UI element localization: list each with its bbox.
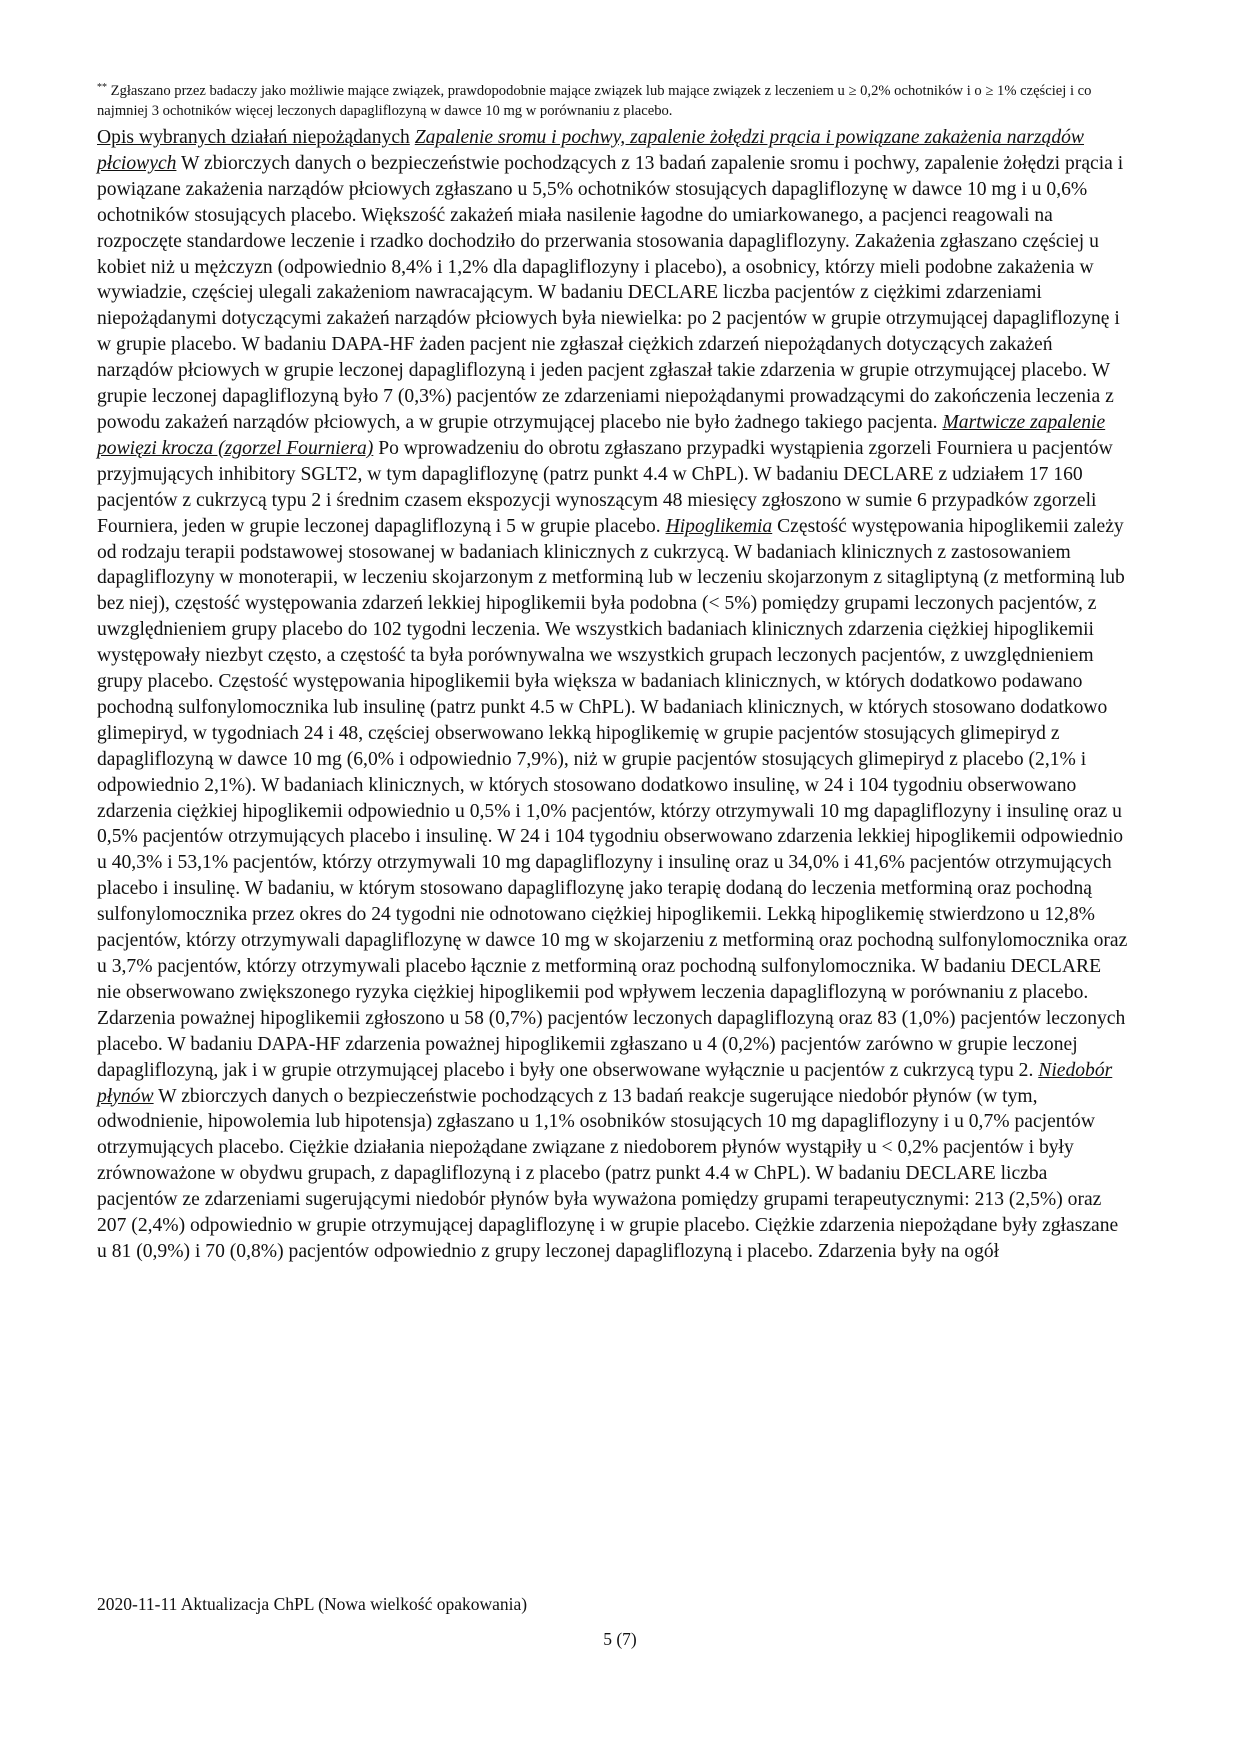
adverse-effects-paragraph bbox=[97, 125, 1129, 1265]
subsection-title-hypoglycemia: Hipoglikemia bbox=[665, 515, 773, 537]
subsection-text-fournier: Po wprowadzeniu do obrotu zgłaszano przypadki wystąpienia zgorzeli Fourniera u pacjentów przyjmujących inhibitory SGLT2, w tym dapagliflozynę (patrz punkt 4.4 w ChPL). W badaniu DECLARE z udziałem 17 160 pacjentów z cukrzycą typu 2 i średnim czasem ekspozycji wynoszącym 48 miesięcy zgłoszono w sumie 6 przypadków zgorzeli Fourniera, jeden w grupie leczonej dapagliflozyną i 5 w grupie placebo. bbox=[97, 437, 1113, 537]
section-heading: Opis wybranych działań niepożądanych bbox=[97, 127, 410, 148]
footnote bbox=[97, 78, 1129, 121]
subsection-title-volume-depletion: Niedobór płynów bbox=[97, 1059, 1113, 1107]
document-page bbox=[97, 78, 1129, 1265]
footnote-text: Zgłaszano przez badaczy jako możliwie mające związek, prawdopodobnie mające związek lub mające związek z leczeniem u ≥ 0,2% ochotników i o ≥ 1% częściej i co najmniej 3 ochotników więcej leczonych dapagliflozyną w dawce 10 mg w porównaniu z placebo. bbox=[97, 83, 1092, 119]
subsection-text-genital-infections: W zbiorczych danych o bezpieczeństwie pochodzących z 13 badań zapalenie sromu i pochwy, zapalenie żołędzi prącia i powiązane zakażenia narządów płciowych zgłaszano u 5,5% ochotników stosujących dapagliflozynę w dawce 10 mg i u 0,6% ochotników stosujących placebo. Większość zakażeń miała nasilenie łagodne do umiarkowanego, a pacjenci reagowali na rozpoczęte standardowe leczenie i rzadko dochodziło do przerwania stosowania dapagliflozyny. Zakażenia zgłaszano częściej u kobiet niż u mężczyzn (odpowiednio 8,4% i 1,2% dla dapagliflozyny i placebo), a osobnicy, którzy mieli podobne zakażenia w wywiadzie, częściej ulegali zakażeniom nawracającym. W badaniu DECLARE liczba pacjentów z ciężkimi zdarzeniami niepożądanymi dotyczącymi zakażeń narządów płciowych była niewielka: po 2 pacjentów w grupie otrzymującej dapagliflozynę i w grupie placebo. W badaniu DAPA-HF żaden pacjent nie zgłaszał ciężkich zdarzeń niepożądanych dotyczących zakażeń narządów płciowych w grupie leczonej dapagliflozyną i jeden pacjent zgłaszał takie zdarzenia w grupie otrzymującej placebo. W grupie leczonej dapagliflozyną było 7 (0,3%) pacjentów ze zdarzeniami niepożądanymi prowadzącymi do zakończenia leczenia z powodu zakażeń narządów płciowych, a w grupie otrzymującej placebo nie było żadnego takiego pacjenta. bbox=[97, 152, 1124, 433]
subsection-title-fournier: Martwicze zapalenie powięzi krocza (zgorzel Fourniera) bbox=[97, 411, 1106, 459]
subsection-title-genital-infections: Zapalenie sromu i pochwy, zapalenie żołędzi prącia i powiązane zakażenia narządów płciowych bbox=[97, 127, 1084, 174]
page-number: 5 (7) bbox=[603, 1629, 637, 1649]
footer-update-line: 2020-11-11 Aktualizacja ChPL (Nowa wielkość opakowania) bbox=[97, 1594, 528, 1614]
footnote-marker: ** bbox=[97, 82, 107, 93]
subsection-text-volume-depletion: W zbiorczych danych o bezpieczeństwie pochodzących z 13 badań reakcje sugerujące niedobór płynów (w tym, odwodnienie, hipowolemia lub hipotensja) zgłaszano u 1,1% osobników stosujących 10 mg dapagliflozyny i u 0,7% pacjentów otrzymujących placebo. Ciężkie działania niepożądane związane z niedoborem płynów wystąpiły u < 0,2% pacjentów i były zrównoważone w obydwu grupach, z dapagliflozyną i z placebo (patrz punkt 4.4 w ChPL). W badaniu DECLARE liczba pacjentów ze zdarzeniami sugerującymi niedobór płynów była wyważona pomiędzy grupami terapeutycznymi: 213 (2,5%) oraz 207 (2,4%) odpowiednio w grupie otrzymującej dapagliflozynę i w grupie placebo. Ciężkie zdarzenia niepożądane były zgłaszane u 81 (0,9%) i 70 (0,8%) pacjentów odpowiednio z grupy leczonej dapagliflozyną i placebo. Zdarzenia były na ogół bbox=[97, 1085, 1119, 1262]
subsection-text-hypoglycemia: Częstość występowania hipoglikemii zależy od rodzaju terapii podstawowej stosowanej w badaniach klinicznych z cukrzycą. W badaniach klinicznych z zastosowaniem dapagliflozyny w monoterapii, w leczeniu skojarzonym z metforminą lub w leczeniu skojarzonym z sitagliptyną (z metforminą lub bez niej), częstość występowania zdarzeń lekkiej hipoglikemii była podobna (< 5%) pomiędzy grupami leczonych pacjentów, z uwzględnieniem grupy placebo do 102 tygodni leczenia. We wszystkich badaniach klinicznych zdarzenia ciężkiej hipoglikemii występowały niezbyt często, a częstość ta była porównywalna we wszystkich grupach leczonych pacjentów, z uwzględnieniem grupy placebo. Częstość występowania hipoglikemii była większa w badaniach klinicznych, w których dodatkowo podawano pochodną sulfonylomocznika lub insulinę (patrz punkt 4.5 w ChPL). W badaniach klinicznych, w których stosowano dodatkowo glimepiryd, w tygodniach 24 i 48, częściej obserwowano lekką hipoglikemię w grupie pacjentów stosujących glimepiryd z dapagliflozyną w dawce 10 mg (6,0% i odpowiednio 7,9%), niż w grupie pacjentów stosujących glimepiryd z placebo (2,1% i odpowiednio 2,1%). W badaniach klinicznych, w których stosowano dodatkowo insulinę, w 24 i 104 tygodniu obserwowano zdarzenia ciężkiej hipoglikemii odpowiednio u 0,5% i 1,0% pacjentów, którzy otrzymywali 10 mg dapagliflozyny i insulinę oraz u 0,5% pacjentów otrzymujących placebo i insulinę. W 24 i 104 tygodniu obserwowano zdarzenia lekkiej hipoglikemii odpowiednio u 40,3% i 53,1% pacjentów, którzy otrzymywali 10 mg dapagliflozyny i insulinę oraz u 34,0% i 41,6% pacjentów otrzymujących placebo i insulinę. W badaniu, w którym stosowano dapagliflozynę jako terapię dodaną do leczenia metforminą oraz pochodną sulfonylomocznika przez okres do 24 tygodni nie odnotowano ciężkiej hipoglikemii. Lekką hipoglikemię stwierdzono u 12,8% pacjentów, którzy otrzymywali dapagliflozynę w dawce 10 mg w skojarzeniu z metforminą oraz pochodną sulfonylomocznika oraz u 3,7% pacjentów, którzy otrzymywali placebo łącznie z metforminą oraz pochodną sulfonylomocznika. W badaniu DECLARE nie obserwowano zwiększonego ryzyka ciężkiej hipoglikemii pod wpływem leczenia dapagliflozyną w porównaniu z placebo. Zdarzenia poważnej hipoglikemii zgłoszono u 58 (0,7%) pacjentów leczonych dapagliflozyną oraz 83 (1,0%) pacjentów leczonych placebo. W badaniu DAPA-HF zdarzenia poważnej hipoglikemii zgłaszano u 4 (0,2%) pacjentów zarówno w grupie leczonej dapagliflozyną, jak i w grupie otrzymującej placebo i były one obserwowane wyłącznie u pacjentów z cukrzycą typu 2. bbox=[97, 515, 1128, 1081]
